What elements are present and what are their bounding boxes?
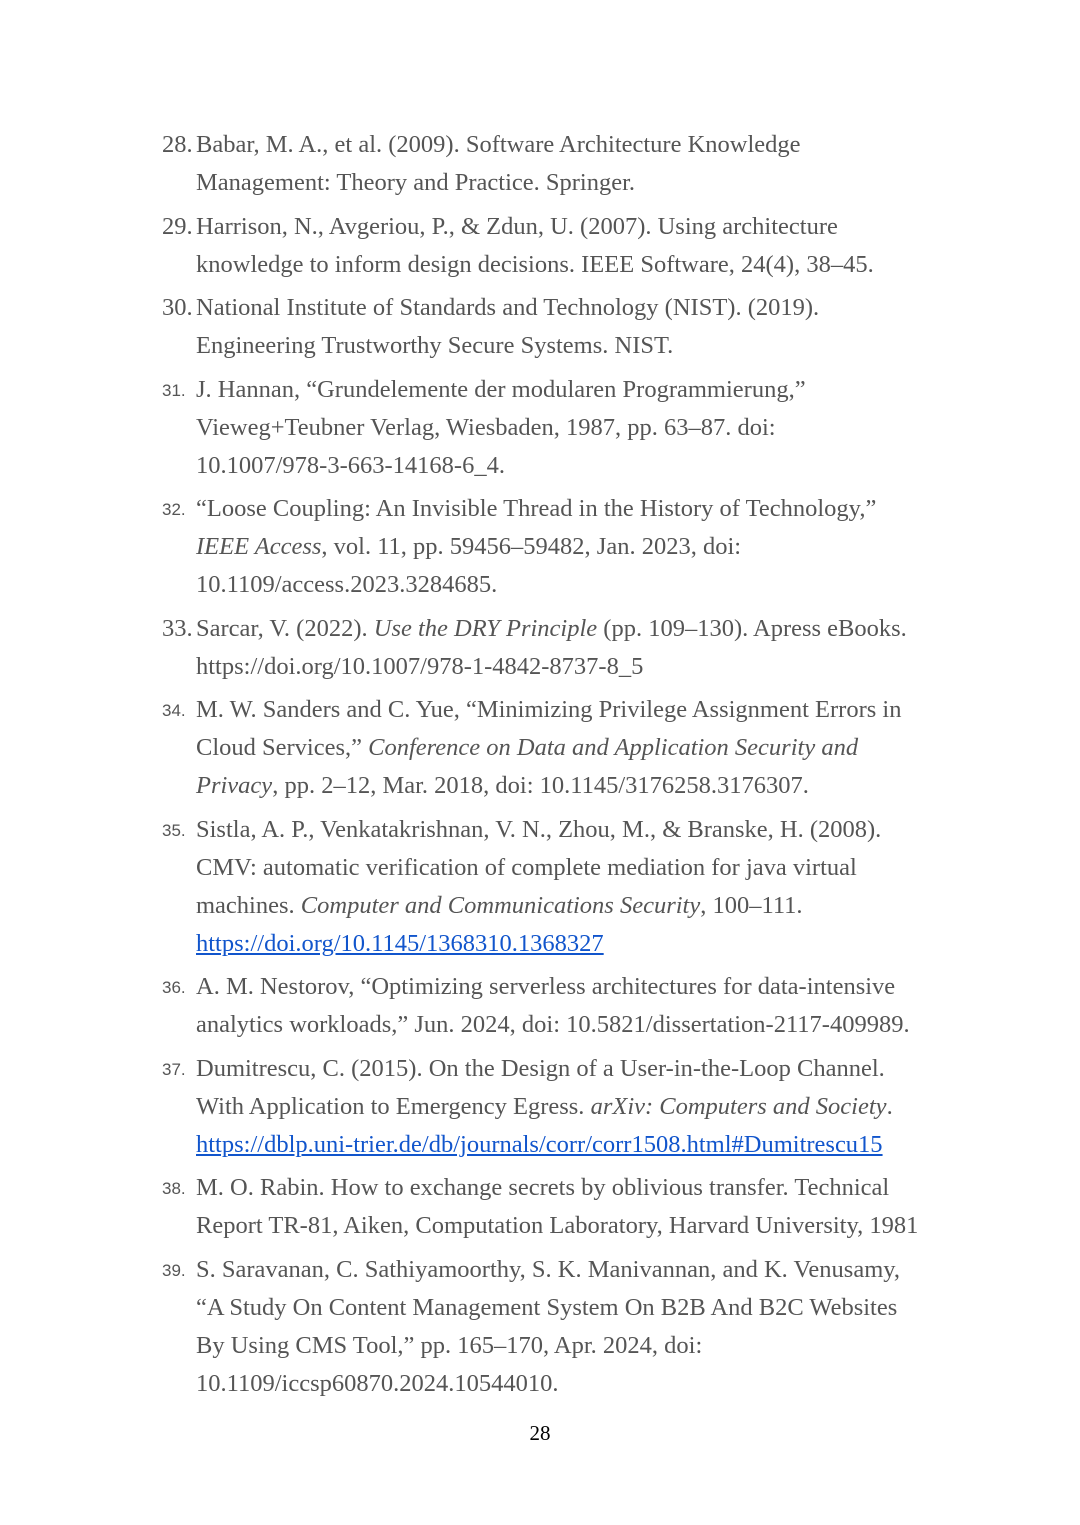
reference-number: 36. (162, 978, 186, 997)
reference-line: S. Saravanan, C. Sathiyamoorthy, S. K. Manivannan, and K. Venusamy, (196, 1255, 901, 1283)
doi-link[interactable]: https://doi.org/10.1145/1368310.1368327 (196, 929, 604, 957)
reference-line: CMV: automatic verification of complete mediation for java virtual (196, 853, 857, 881)
reference-list (0, 126, 1080, 1408)
reference-text (196, 126, 956, 202)
reference-segment: With Application to Emergency Egress. (196, 1092, 591, 1120)
reference-line: knowledge to inform design decisions. IEEE Software, 24(4), 38–45. (196, 250, 874, 278)
reference-text (196, 968, 956, 1044)
reference-line: Harrison, N., Avgeriou, P., & Zdun, U. (2007). Using architecture (196, 212, 838, 240)
reference-number: 30. (162, 294, 193, 321)
reference-line (196, 610, 956, 648)
reference-line (196, 1088, 956, 1126)
reference-line: By Using CMS Tool,” pp. 165–170, Apr. 2024, doi: (196, 1331, 703, 1359)
reference-number: 32. (162, 500, 186, 519)
venue-title: Computer and Communications Security (300, 891, 701, 919)
reference-line: analytics workloads,” Jun. 2024, doi: 10.5821/dissertation-2117-409989. (196, 1011, 910, 1038)
reference-31 (0, 371, 1080, 485)
reference-line: M. O. Rabin. How to exchange secrets by oblivious transfer. Technical (196, 1174, 890, 1201)
reference-line (196, 925, 956, 963)
reference-number: 38. (162, 1179, 186, 1198)
reference-line (196, 528, 956, 566)
reference-line: A. M. Nestorov, “Optimizing serverless architectures for data-intensive (196, 973, 896, 1000)
reference-text (196, 1050, 956, 1164)
conference-title: Privacy (196, 772, 273, 799)
reference-segment: , pp. 2–12, Mar. 2018, doi: 10.1145/3176258.3176307. (272, 772, 809, 799)
reference-32 (0, 490, 1080, 604)
reference-line: Management: Theory and Practice. Springer. (196, 169, 636, 196)
reference-number: 37. (162, 1059, 186, 1079)
reference-number: 35. (162, 820, 186, 840)
reference-text (196, 490, 956, 604)
reference-29 (0, 208, 1080, 284)
reference-line: Report TR-81, Aiken, Computation Laboratory, Harvard University, 1981 (196, 1212, 919, 1239)
reference-segment: , vol. 11, pp. 59456–59482, Jan. 2023, doi: (321, 533, 742, 560)
reference-34 (0, 691, 1080, 805)
reference-line (196, 729, 956, 767)
reference-line: 10.1007/978-3-663-14168-6_4. (196, 451, 505, 479)
reference-text (196, 1169, 956, 1245)
reference-37 (0, 1050, 1080, 1164)
reference-line (196, 887, 956, 925)
reference-segment: machines. (196, 891, 301, 919)
reference-line: “A Study On Content Management System On B2B And B2C Websites (196, 1293, 898, 1321)
reference-line (196, 767, 956, 805)
reference-number: 29. (162, 212, 193, 240)
reference-line: Vieweg+Teubner Verlag, Wiesbaden, 1987, pp. 63–87. doi: (196, 413, 776, 441)
reference-30 (0, 289, 1080, 365)
reference-text (196, 208, 956, 284)
book-title: Use the DRY Principle (373, 614, 598, 642)
reference-segment: Cloud Services,” (196, 734, 369, 761)
reference-line: Dumitrescu, C. (2015). On the Design of a User-in-the-Loop Channel. (196, 1054, 885, 1082)
reference-line: Engineering Trustworthy Secure Systems. NIST. (196, 332, 674, 359)
reference-number: 39. (162, 1260, 186, 1280)
reference-text (196, 811, 956, 963)
reference-line: National Institute of Standards and Technology (NIST). (2019). (196, 294, 820, 321)
reference-line (196, 1126, 956, 1164)
reference-text (196, 610, 956, 686)
reference-segment: (pp. 109–130). Apress eBooks. (597, 614, 907, 642)
reference-line: M. W. Sanders and C. Yue, “Minimizing Privilege Assignment Errors in (196, 696, 902, 723)
reference-segment: , 100–111. (700, 891, 803, 919)
reference-line: Babar, M. A., et al. (2009). Software Architecture Knowledge (196, 131, 801, 158)
conference-title: Conference on Data and Application Security and (368, 734, 859, 761)
reference-line: J. Hannan, “Grundelemente der modularen Programmierung,” (196, 375, 806, 403)
reference-text (196, 691, 956, 805)
reference-line: 10.1109/iccsp60870.2024.10544010. (196, 1369, 559, 1397)
reference-line: “Loose Coupling: An Invisible Thread in the History of Technology,” (196, 495, 877, 522)
reference-line: 10.1109/access.2023.3284685. (196, 571, 498, 598)
reference-28 (0, 126, 1080, 202)
journal-title: IEEE Access (196, 533, 322, 560)
page-number: 28 (529, 1421, 551, 1445)
reference-39 (0, 1251, 1080, 1403)
reference-number: 34. (162, 701, 186, 720)
reference-38 (0, 1169, 1080, 1245)
reference-line: Sistla, A. P., Venkatakrishnan, V. N., Zhou, M., & Branske, H. (2008). (196, 815, 882, 843)
venue-title: arXiv: Computers and Society (590, 1092, 887, 1120)
reference-number: 33. (162, 614, 193, 642)
reference-number: 31. (162, 380, 186, 400)
reference-segment: . (886, 1092, 893, 1120)
reference-text (196, 371, 956, 485)
reference-segment: Sarcar, V. (2022). (196, 614, 374, 642)
reference-33 (0, 610, 1080, 686)
reference-35 (0, 811, 1080, 963)
reference-36 (0, 968, 1080, 1044)
reference-number: 28. (162, 131, 193, 158)
dblp-link[interactable]: https://dblp.uni-trier.de/db/journals/corr/corr1508.html#Dumitrescu15 (196, 1130, 883, 1158)
reference-text (196, 289, 956, 365)
reference-text (196, 1251, 956, 1403)
reference-line: https://doi.org/10.1007/978-1-4842-8737-8_5 (196, 652, 644, 680)
